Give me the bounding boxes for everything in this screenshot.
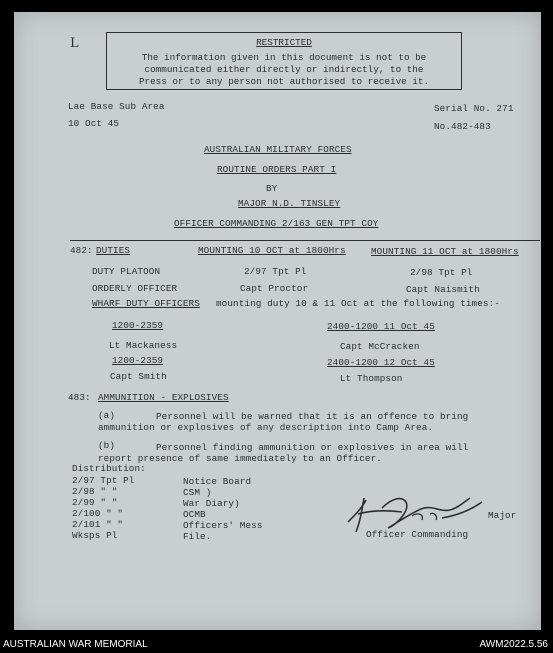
orderly-officer-value-2: Capt Naismith bbox=[406, 284, 480, 295]
distribution-right-5: Officers' Mess bbox=[183, 520, 263, 531]
serial-number: Serial No. 271 bbox=[434, 103, 514, 114]
duty-platoon-label: DUTY PLATOON bbox=[92, 266, 161, 277]
title-line-4: OFFICER COMMANDING 2/163 GEN TPT COY bbox=[174, 218, 379, 229]
footer-accession: AWM2022.5.56 bbox=[479, 639, 548, 650]
wharf-officer-1: Lt Mackaness bbox=[109, 340, 178, 351]
restricted-heading: RESTRICTED bbox=[256, 37, 312, 48]
distribution-right-2: CSM ) bbox=[183, 487, 212, 498]
distribution-left-6: Wksps Pl bbox=[72, 530, 118, 541]
wharf-time-4: 2400-1200 12 Oct 45 bbox=[327, 357, 435, 368]
duties-number: 482: bbox=[70, 245, 93, 256]
title-line-2: ROUTINE ORDERS PART I bbox=[217, 164, 337, 175]
title-by: BY bbox=[266, 183, 278, 194]
wharf-time-3: 1200-2359 bbox=[112, 355, 164, 366]
ammo-b-label: (b) bbox=[98, 440, 116, 451]
restricted-line-2: communicated either directly or indirectly, to the bbox=[144, 64, 424, 75]
restricted-line-1: The information given in this document is not to be bbox=[141, 52, 427, 63]
duties-col-1: MOUNTING 10 OCT at 1800Hrs bbox=[198, 245, 346, 256]
distribution-right-6: File. bbox=[183, 531, 212, 542]
orderly-officer-value-1: Capt Proctor bbox=[240, 283, 309, 294]
archive-footer bbox=[0, 635, 553, 653]
distribution-left-2: 2/98 " " bbox=[72, 486, 118, 497]
ammo-b-line-1: Personnel finding ammunition or explosives in area will bbox=[156, 442, 469, 453]
ammo-number: 483: bbox=[68, 392, 91, 403]
wharf-officer-4: Lt Thompson bbox=[340, 373, 403, 384]
wharf-time-1: 1200-2359 bbox=[112, 320, 164, 331]
duty-platoon-value-2: 2/98 Tpt Pl bbox=[410, 267, 473, 278]
handwritten-mark: L bbox=[70, 36, 79, 51]
signature-rank: Major bbox=[488, 510, 517, 521]
distribution-heading: Distribution: bbox=[72, 463, 146, 474]
distribution-left-4: 2/100 " " bbox=[72, 508, 124, 519]
section-rule bbox=[70, 240, 540, 241]
title-line-1: AUSTRALIAN MILITARY FORCES bbox=[204, 144, 352, 155]
wharf-time-2: 2400-1200 11 Oct 45 bbox=[327, 321, 435, 332]
footer-source: AUSTRALIAN WAR MEMORIAL bbox=[3, 639, 148, 650]
distribution-left-5: 2/101 " " bbox=[72, 519, 124, 530]
distribution-right-3: War Diary) bbox=[183, 498, 240, 509]
wharf-heading: WHARF DUTY OFFICERS bbox=[92, 298, 200, 309]
duties-col-2: MOUNTING 11 OCT at 1800Hrs bbox=[371, 246, 519, 257]
ammo-a-line-2: ammunition or explosives of any description into Camp Area. bbox=[98, 422, 434, 433]
ammo-a-label: (a) bbox=[98, 410, 116, 421]
restricted-line-3: Press or to any person not authorised to receive it. bbox=[138, 76, 430, 87]
signature-title: Officer Commanding bbox=[366, 529, 469, 540]
distribution-right-4: OCMB bbox=[183, 509, 206, 520]
ammo-a-line-1: Personnel will be warned that it is an offence to bring bbox=[156, 411, 469, 422]
distribution-right-1: Notice Board bbox=[183, 476, 252, 487]
duties-heading: DUTIES bbox=[96, 245, 131, 256]
orderly-officer-label: ORDERLY OFFICER bbox=[92, 283, 178, 294]
ammo-b-line-2: report presence of same immediately to an Officer. bbox=[98, 453, 382, 464]
origin-date: 10 Oct 45 bbox=[68, 118, 120, 129]
duty-platoon-value-1: 2/97 Tpt Pl bbox=[244, 266, 307, 277]
wharf-text: mounting duty 10 & 11 Oct at the following times:- bbox=[216, 298, 500, 309]
distribution-left-1: 2/97 Tpt Pl bbox=[72, 475, 135, 486]
origin-unit: Lae Base Sub Area bbox=[68, 101, 165, 112]
order-number: No.482-483 bbox=[434, 121, 491, 132]
distribution-left-3: 2/99 " " bbox=[72, 497, 118, 508]
ammo-heading: AMMUNITION - EXPLOSIVES bbox=[98, 392, 229, 403]
document-page bbox=[14, 12, 541, 630]
wharf-officer-3: Capt Smith bbox=[110, 371, 167, 382]
title-line-3: MAJOR N.D. TINSLEY bbox=[238, 198, 341, 209]
restricted-notice-box bbox=[106, 32, 462, 90]
wharf-officer-2: Capt McCracken bbox=[340, 341, 420, 352]
